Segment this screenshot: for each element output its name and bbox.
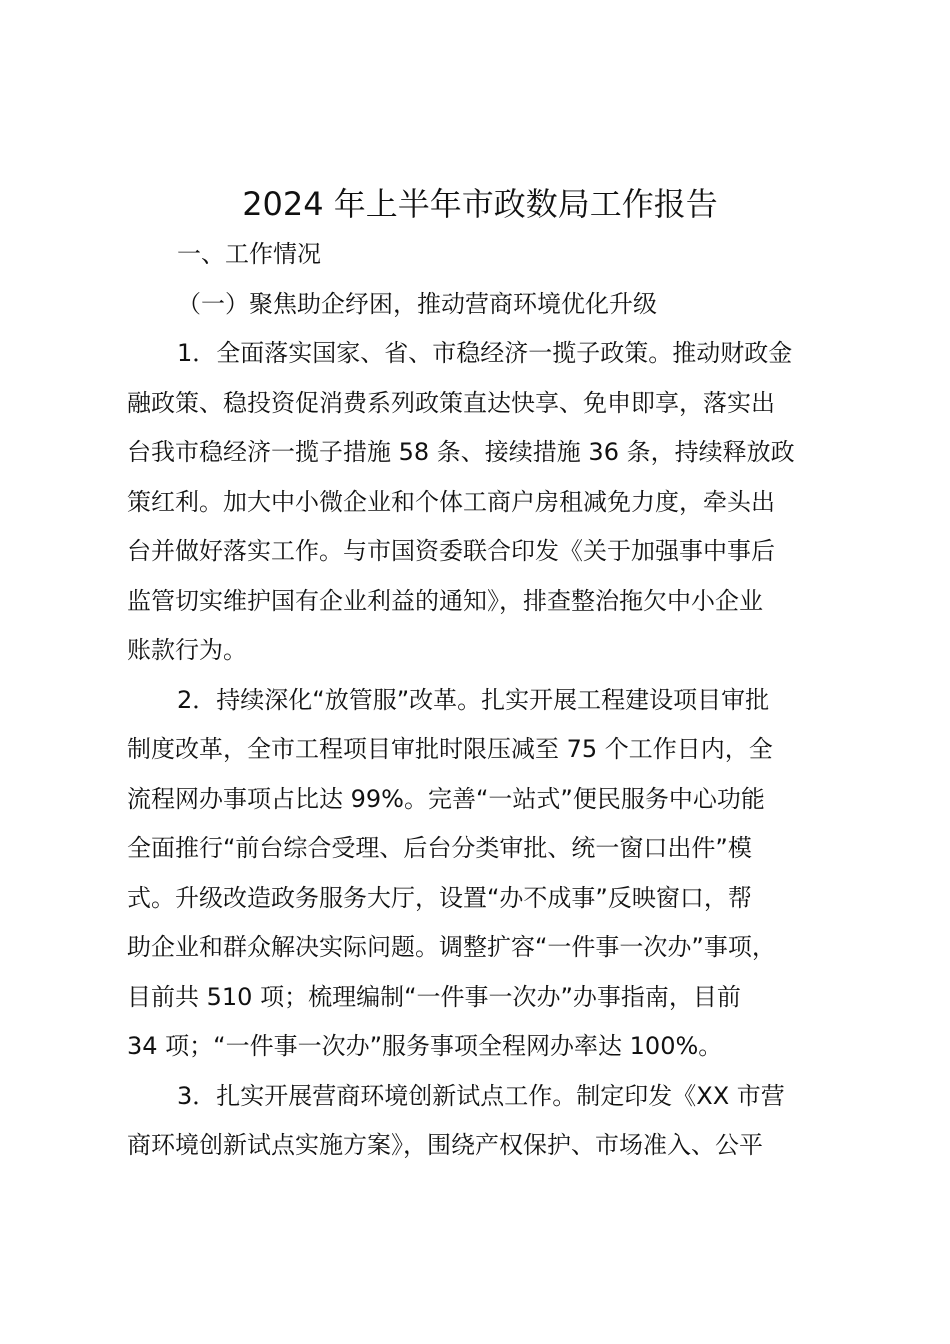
paragraph-line: 融政策、稳投资促消费系列政策直达快享、免申即享，落实出 (127, 388, 775, 417)
paragraph-line: 流程网办事项占比达 99%。完善“一站式”便民服务中心功能 (127, 784, 765, 813)
paragraph-line: 监管切实维护国有企业利益的通知》，排查整治拖欠中小企业 (127, 586, 763, 615)
document-body (127, 230, 837, 1171)
paragraph-line: 2．持续深化“放管服”改革。扎实开展工程建设项目审批 (177, 685, 770, 714)
paragraph-line: 台并做好落实工作。与市国资委联合印发《关于加强事中事后 (127, 537, 775, 565)
document-title: 2024 年上半年市政数局工作报告 (242, 185, 718, 223)
paragraph-line: 34 项；“一件事一次办”服务事项全程网办率达 100%。 (127, 1032, 723, 1060)
section-heading: 一、工作情况 (177, 240, 321, 268)
paragraph-line: 策红利。加大中小微企业和个体工商户房租减免力度，牵头出 (127, 487, 775, 516)
paragraph-line: 式。升级改造政务服务大厅，设置“办不成事”反映窗口，帮 (127, 883, 752, 912)
paragraph-line: 制度改革，全市工程项目审批时限压减至 75 个工作日内，全 (127, 735, 773, 763)
paragraph-line: 3．扎实开展营商环境创新试点工作。制定印发《XX 市营 (177, 1081, 785, 1110)
paragraph-line: 台我市稳经济一揽子措施 58 条、接续措施 36 条，持续释放政 (127, 438, 795, 466)
paragraph-line: 目前共 510 项；梳理编制“一件事一次办”办事指南，目前 (127, 982, 741, 1011)
paragraph-line: 商环境创新试点实施方案》，围绕产权保护、市场准入、公平 (127, 1131, 763, 1159)
paragraph-line: 账款行为。 (127, 636, 247, 664)
paragraph-line: 1．全面落实国家、省、市稳经济一揽子政策。推动财政金 (177, 339, 793, 367)
paragraph-line: 助企业和群众解决实际问题。调整扩容“一件事一次办”事项， (127, 933, 776, 961)
subsection-heading: （一）聚焦助企纾困，推动营商环境优化升级 (177, 289, 657, 318)
paragraph-line: 全面推行“前台综合受理、后台分类审批、统一窗口出件”模 (127, 834, 752, 862)
